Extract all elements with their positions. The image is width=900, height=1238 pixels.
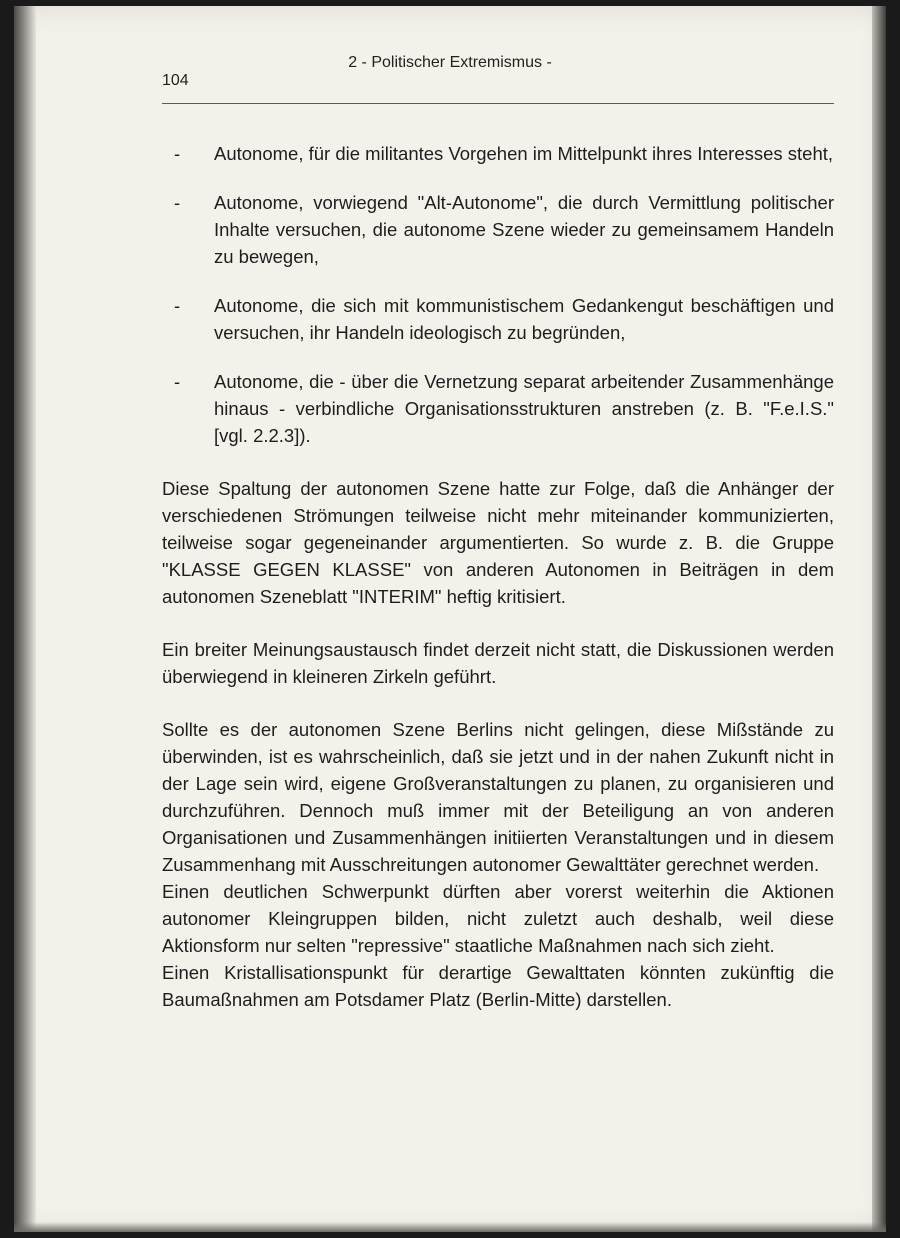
paragraph: Sollte es der autonomen Szene Berlins nicht gelingen, diese Mißstände zu überwinden, ist es wahrscheinlich, daß sie jetzt und in der nahen Zukunft nicht in der Lage sein wird, eigene Großveranstaltungen zu planen, zu organisieren und durchzuführen. Dennoch muß immer mit der Beteiligung an von anderen Organisationen und Zusammenhängen initiierten Veranstaltungen und in diesem Zusammenhang mit Ausschreitungen autonomer Gewalttäter gerechnet werden. (162, 719, 834, 875)
paragraph: Einen Kristallisationspunkt für derartige Gewalttaten könnten zukünftig die Baumaßnahmen am Potsdamer Platz (Berlin-Mitte) darstellen. (162, 962, 834, 1010)
list-dash: - (174, 192, 181, 213)
page-right-edge-shadow (872, 6, 886, 1232)
page-number: 104 (162, 72, 189, 89)
list-dash: - (174, 295, 181, 316)
list-item-text: Autonome, vorwiegend "Alt-Autonome", die durch Vermittlung politischer Inhalte versuchen, die autonome Szene wieder zu gemeinsamem Handeln zu bewegen, (214, 192, 834, 267)
header-rule (162, 103, 834, 104)
list-item (162, 368, 834, 449)
paragraph: Diese Spaltung der autonomen Szene hatte zur Folge, daß die Anhänger der verschiedenen Strömungen teilweise nicht mehr miteinander kommunizierten, teilweise sogar gegeneinander argumentierten. So wurde z. B. die Gruppe "KLASSE GEGEN KLASSE" von anderen Autonomen in Beiträgen in dem autonomen Szeneblatt "INTERIM" heftig kritisiert. (162, 478, 834, 607)
body-text (162, 140, 834, 1013)
list-item-text: Autonome, für die militantes Vorgehen im Mittelpunkt ihres Interesses steht, (214, 143, 834, 164)
list-item (162, 189, 834, 270)
page-left-edge-shadow (14, 6, 36, 1232)
running-header: 2 - Politischer Extremismus - (348, 54, 552, 71)
list-dash: - (174, 371, 181, 392)
list-item (162, 292, 834, 346)
list-item-text: Autonome, die - über die Vernetzung separat arbeitender Zusammenhänge hinaus - verbindliche Organisationsstrukturen anstreben (z. B. "F.e.I.S." [vgl. 2.2.3]). (214, 371, 834, 446)
list-dash: - (174, 143, 181, 164)
list-item (162, 140, 834, 167)
paragraph: Ein breiter Meinungsaustausch findet derzeit nicht statt, die Diskussionen werden überwiegend in kleineren Zirkeln geführt. (162, 639, 834, 687)
page-bottom-edge-shadow (14, 1222, 886, 1232)
list-item-text: Autonome, die sich mit kommunistischem Gedankengut beschäftigen und versuchen, ihr Handeln ideologisch zu begründen, (214, 295, 834, 343)
paragraph: Einen deutlichen Schwerpunkt dürften aber vorerst weiterhin die Aktionen autonomer Kleingruppen bilden, nicht zuletzt auch deshalb, weil diese Aktionsform nur selten "repressive" staatliche Maßnahmen nach sich zieht. (162, 881, 834, 956)
